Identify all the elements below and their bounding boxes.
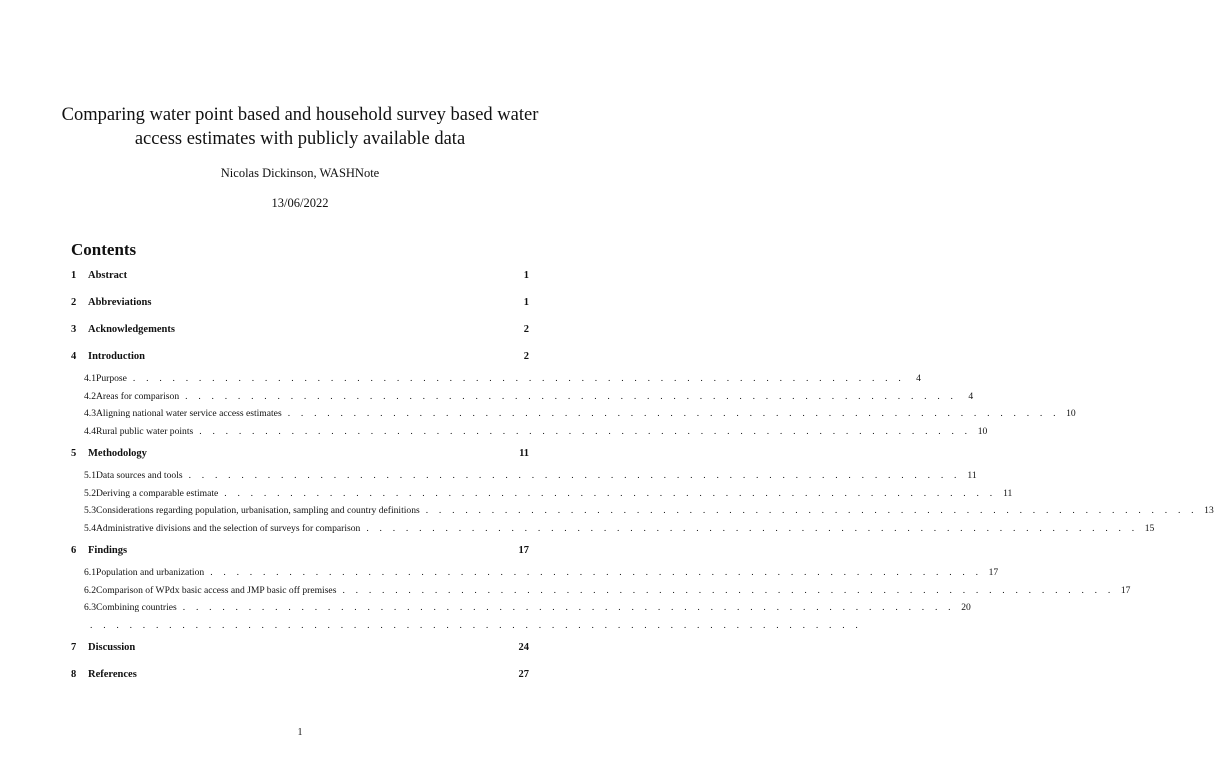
toc-subsection[interactable] xyxy=(71,582,1131,600)
toc-leader-dots: . . . . . . . . . . . . . . . . . . . . . . . . . . . . . . . . . . . . . . . . . . . . . . . . . . . . . . . . . . . xyxy=(287,408,1060,419)
toc-subsection-page: 20 xyxy=(961,602,971,613)
toc-subsection[interactable] xyxy=(71,564,999,582)
toc-section[interactable] xyxy=(71,262,529,289)
toc-section-number: 2 xyxy=(71,297,77,308)
toc-section-label: Introduction xyxy=(88,351,145,362)
toc-subsection-page: 13 xyxy=(1204,505,1214,516)
toc-subsection-number: 5.4 xyxy=(84,522,96,534)
toc-section-page: 1 xyxy=(523,270,529,281)
toc-section-page: 1 xyxy=(523,297,529,308)
toc-section-page: 17 xyxy=(518,545,529,556)
toc-subsection-number: 5.3 xyxy=(84,505,96,516)
toc-subsection-number: 4.1 xyxy=(84,373,96,384)
toc-subsection[interactable] xyxy=(71,405,1076,423)
toc-section-page: 27 xyxy=(518,669,529,680)
toc-subsection-page: 10 xyxy=(977,425,988,437)
toc-subsection-label: Considerations regarding population, urbanisation, sampling and country definitions xyxy=(96,505,420,516)
toc-leader-dots: . . . . . . . . . . . . . . . . . . . . . . . . . . . . . . . . . . . . . . . . . . . . . . . . . . . . . . . . . . . xyxy=(425,505,1198,516)
toc-subsection-number: 6.1 xyxy=(84,567,96,578)
toc-subsection-number: 5.2 xyxy=(84,487,96,499)
toc-section[interactable] xyxy=(71,289,529,316)
table-of-contents xyxy=(71,262,1214,688)
author-line: Nicolas Dickinson, WASHNote xyxy=(220,166,380,180)
toc-section-number: 3 xyxy=(71,324,77,335)
toc-leader-dots: . . . . . . . . . . . . . . . . . . . . . . . . . . . . . . . . . . . . . . . . . . . . . . . . . . . . . . . . . . . xyxy=(182,602,955,613)
toc-subsection-number: 5.1 xyxy=(84,470,96,481)
toc-leader-dots: . . . . . . . . . . . . . . . . . . . . . . . . . . . . . . . . . . . . . . . . . . . . . . . . . . . . . . . . . . . xyxy=(366,522,1139,534)
toc-subsection-label: Areas for comparison xyxy=(96,390,180,402)
toc-leader-dots: . . . . . . . . . . . . . . . . . . . . . . . . . . . . . . . . . . . . . . . . . . . . . . . . . . . . . . . . . . . xyxy=(342,584,1115,596)
contents-heading: Contents xyxy=(71,240,137,259)
toc-subsection-label: Population and urbanization xyxy=(96,567,205,578)
toc-subsection-page: 11 xyxy=(1003,487,1013,499)
toc-section-number: 7 xyxy=(71,642,77,653)
toc-subsection-label: Combining countries xyxy=(96,602,177,613)
toc-subsection-number: 4.2 xyxy=(84,390,96,402)
toc-subsection-label: Comparison of WPdx basic access and JMP basic off premises xyxy=(96,584,337,596)
toc-subsection-number: 6.2 xyxy=(84,584,96,596)
toc-subsection[interactable] xyxy=(71,388,974,406)
toc-section[interactable] xyxy=(71,537,529,564)
toc-section-label: Findings xyxy=(88,545,128,556)
toc-subsection[interactable] xyxy=(71,485,1013,503)
page-number: 1 xyxy=(297,727,303,738)
toc-subsection-label: Purpose xyxy=(96,373,127,384)
toc-leader-dots: . . . . . . . . . . . . . . . . . . . . . . . . . . . . . . . . . . . . . . . . . . . . . . . . . . . . . . . . . . . xyxy=(199,425,972,437)
toc-leader-dots: . . . . . . . . . . . . . . . . . . . . . . . . . . . . . . . . . . . . . . . . . . . . . . . . . . . . . . . . . . . xyxy=(188,470,961,481)
toc-section[interactable] xyxy=(71,316,529,343)
toc-subsection[interactable] xyxy=(71,370,921,388)
toc-subsection-page: 4 xyxy=(916,373,921,384)
toc-section-label: Methodology xyxy=(88,448,147,459)
toc-subsection[interactable] xyxy=(71,617,863,635)
toc-section-page: 2 xyxy=(523,324,529,335)
toc-section-label: Discussion xyxy=(88,642,136,653)
toc-subsection-label: Aligning national water service access estimates xyxy=(96,408,282,419)
toc-leader-dots: . . . . . . . . . . . . . . . . . . . . . . . . . . . . . . . . . . . . . . . . . . . . . . . . . . . . . . . . . . . xyxy=(210,567,983,578)
toc-subsection-label: Rural public water points xyxy=(96,425,194,437)
toc-leader-dots: . . . . . . . . . . . . . . . . . . . . . . . . . . . . . . . . . . . . . . . . . . . . . . . . . . . . . . . . . . . xyxy=(224,487,997,499)
toc-section-label: Acknowledgements xyxy=(88,324,175,335)
toc-section-number: 4 xyxy=(71,351,77,362)
toc-leader-dots: . . . . . . . . . . . . . . . . . . . . . . . . . . . . . . . . . . . . . . . . . . . . . . . . . . . . . . . . . . . xyxy=(185,390,958,402)
toc-section[interactable] xyxy=(71,634,529,661)
toc-subsection-label: Data sources and tools xyxy=(96,470,183,481)
toc-subsection[interactable] xyxy=(71,467,977,485)
toc-section-label: Abbreviations xyxy=(88,297,152,308)
toc-section-number: 5 xyxy=(71,448,77,459)
toc-section-label: References xyxy=(88,669,137,680)
toc-section[interactable] xyxy=(71,440,529,467)
toc-subsection-page: 17 xyxy=(988,567,999,578)
toc-section-number: 8 xyxy=(71,669,77,680)
toc-subsection[interactable] xyxy=(71,520,1155,538)
toc-section[interactable] xyxy=(71,661,529,688)
toc-section-label: Abstract xyxy=(88,270,128,281)
toc-subsection[interactable] xyxy=(71,423,988,441)
toc-subsection-label: Administrative divisions and the selection of surveys for comparison xyxy=(96,522,361,534)
toc-subsection-page: 15 xyxy=(1144,522,1155,534)
toc-section-page: 24 xyxy=(518,642,529,653)
toc-subsection[interactable] xyxy=(71,502,1214,520)
toc-section-number: 6 xyxy=(71,545,77,556)
document-title: Comparing water point based and household survey based water access estimates with publicly available data xyxy=(61,105,539,149)
toc-subsection-number: 4.3 xyxy=(84,408,96,419)
toc-subsection-page: 4 xyxy=(968,390,974,402)
toc-section-page: 11 xyxy=(519,448,529,459)
toc-subsection-number: 6.3 xyxy=(84,602,96,613)
toc-subsection-label: Deriving a comparable estimate xyxy=(96,487,219,499)
document-date: 13/06/2022 xyxy=(271,196,329,210)
toc-section[interactable] xyxy=(71,343,529,370)
toc-subsection-page: 11 xyxy=(967,470,977,481)
toc-subsection-number: 4.4 xyxy=(84,425,96,437)
toc-subsection-page: 10 xyxy=(1066,408,1076,419)
toc-subsection-page: 17 xyxy=(1120,584,1131,596)
toc-section-page: 2 xyxy=(523,351,529,362)
toc-leader-dots: . . . . . . . . . . . . . . . . . . . . . . . . . . . . . . . . . . . . . . . . . . . . . . . . . . . . . . . . . . . xyxy=(90,619,863,631)
toc-leader-dots: . . . . . . . . . . . . . . . . . . . . . . . . . . . . . . . . . . . . . . . . . . . . . . . . . . . . . . . . . . . xyxy=(132,373,905,384)
toc-section-number: 1 xyxy=(71,270,77,281)
toc-subsection[interactable] xyxy=(71,599,971,617)
